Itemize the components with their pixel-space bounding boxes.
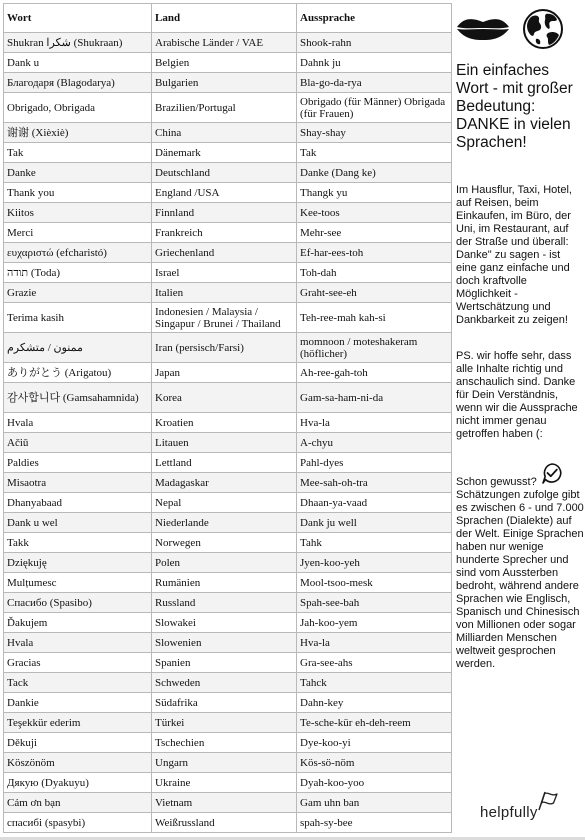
globe-icon xyxy=(522,8,564,50)
cell-country: Russland xyxy=(152,593,297,613)
table-row xyxy=(4,733,452,753)
header-country: Land xyxy=(152,4,297,33)
table-row xyxy=(4,773,452,793)
cell-word: Tak xyxy=(4,143,152,163)
cell-pronunciation: Teh-ree-mah kah-si xyxy=(297,303,452,333)
cell-country: Belgien xyxy=(152,53,297,73)
cell-word: Thank you xyxy=(4,183,152,203)
intro-paragraph: Im Hausflur, Taxi, Hotel, auf Reisen, beim Einkaufen, im Büro, der Uni, im Restaurant, auf der Straße und überall: Danke" zu sagen - ist eine ganz einfache und doch kraftvolle Möglichkeit - Wertschätzung und Dankbarkeit zu zeigen! xyxy=(456,184,572,326)
cell-pronunciation: Mee-sah-oh-tra xyxy=(297,473,452,493)
table-row xyxy=(4,163,452,183)
ps-paragraph: PS. wir hoffe sehr, dass alle Inhalte richtig und anschaulich sind. Danke für Dein Verständnis, wenn wir die Aussprache nicht immer genau getroffen haben (: xyxy=(456,350,578,440)
cell-country: Slowenien xyxy=(152,633,297,653)
table-body xyxy=(4,33,452,833)
table-row xyxy=(4,223,452,243)
cell-country: Litauen xyxy=(152,433,297,453)
cell-word: Ďakujem xyxy=(4,613,152,633)
cell-pronunciation: Jyen-koo-yeh xyxy=(297,553,452,573)
cell-pronunciation: Mehr-see xyxy=(297,223,452,243)
cell-word: Merci xyxy=(4,223,152,243)
table-row xyxy=(4,753,452,773)
info-sidebar xyxy=(454,0,585,840)
cell-country: Slowakei xyxy=(152,613,297,633)
table-row xyxy=(4,73,452,93)
table-row xyxy=(4,333,452,363)
cell-pronunciation: Jah-koo-yem xyxy=(297,613,452,633)
table-row xyxy=(4,413,452,433)
cell-word: ευχαριστώ (efcharistó) xyxy=(4,243,152,263)
table-row xyxy=(4,573,452,593)
cell-pronunciation: Bla-go-da-rya xyxy=(297,73,452,93)
cell-word: 谢谢 (Xièxiè) xyxy=(4,123,152,143)
cell-country: Lettland xyxy=(152,453,297,473)
cell-country: Spanien xyxy=(152,653,297,673)
table-row xyxy=(4,143,452,163)
header-word: Wort xyxy=(4,4,152,33)
table-row xyxy=(4,673,452,693)
cell-word: Misaotra xyxy=(4,473,152,493)
cell-word: Grazie xyxy=(4,283,152,303)
cell-country: Ukraine xyxy=(152,773,297,793)
table-row xyxy=(4,53,452,73)
cell-country: Südafrika xyxy=(152,693,297,713)
cell-word: Dhanyabaad xyxy=(4,493,152,513)
flag-icon xyxy=(536,790,560,812)
cell-pronunciation: Graht-see-eh xyxy=(297,283,452,303)
cell-country: Niederlande xyxy=(152,513,297,533)
cell-pronunciation: Shook-rahn xyxy=(297,33,452,53)
cell-word: Hvala xyxy=(4,413,152,433)
cell-word: Paldies xyxy=(4,453,152,473)
cell-pronunciation: Dank ju well xyxy=(297,513,452,533)
cell-country: Polen xyxy=(152,553,297,573)
table-row xyxy=(4,183,452,203)
cell-word: Ačiū xyxy=(4,433,152,453)
cell-country: Norwegen xyxy=(152,533,297,553)
table-row xyxy=(4,533,452,553)
table-row xyxy=(4,363,452,383)
table-row xyxy=(4,653,452,673)
cell-country: Arabische Länder / VAE xyxy=(152,33,297,53)
cell-pronunciation: Dahnk ju xyxy=(297,53,452,73)
cell-country: Israel xyxy=(152,263,297,283)
table-row xyxy=(4,33,452,53)
cell-pronunciation: Toh-dah xyxy=(297,263,452,283)
header-icons xyxy=(456,8,581,48)
table-row xyxy=(4,433,452,453)
cell-pronunciation: Tahk xyxy=(297,533,452,553)
table-row xyxy=(4,513,452,533)
cell-country: Japan xyxy=(152,363,297,383)
table-row xyxy=(4,713,452,733)
cell-word: Cảm ơn bạn xyxy=(4,793,152,813)
cell-country: Tschechien xyxy=(152,733,297,753)
cell-word: Kiitos xyxy=(4,203,152,223)
table-row xyxy=(4,693,452,713)
cell-country: Vietnam xyxy=(152,793,297,813)
cell-pronunciation: Dyah-koo-yoo xyxy=(297,773,452,793)
table-row xyxy=(4,243,452,263)
table-row xyxy=(4,303,452,333)
table-row xyxy=(4,473,452,493)
cell-pronunciation: Shay-shay xyxy=(297,123,452,143)
table-row xyxy=(4,93,452,123)
cell-word: Dank u xyxy=(4,53,152,73)
cell-pronunciation: Pahl-dyes xyxy=(297,453,452,473)
cell-word: Дякую (Dyakuyu) xyxy=(4,773,152,793)
cell-country: Iran (persisch/Farsi) xyxy=(152,333,297,363)
cell-pronunciation: Gam-sa-ham-ni-da xyxy=(297,383,452,413)
cell-word: Köszönöm xyxy=(4,753,152,773)
cell-pronunciation: Kee-toos xyxy=(297,203,452,223)
cell-country: Ungarn xyxy=(152,753,297,773)
cell-word: Terima kasih xyxy=(4,303,152,333)
cell-word: Спасибо (Spasibo) xyxy=(4,593,152,613)
cell-country: Nepal xyxy=(152,493,297,513)
cell-pronunciation: Gra-see-ahs xyxy=(297,653,452,673)
cell-country: Griechenland xyxy=(152,243,297,263)
cell-pronunciation: Hva-la xyxy=(297,413,452,433)
table-row xyxy=(4,283,452,303)
cell-pronunciation: Dye-koo-yi xyxy=(297,733,452,753)
cell-word: Dziękuję xyxy=(4,553,152,573)
cell-word: Dank u wel xyxy=(4,513,152,533)
table-row xyxy=(4,263,452,283)
cell-country: Schweden xyxy=(152,673,297,693)
cell-word: Dankie xyxy=(4,693,152,713)
cell-pronunciation: Te-sche-kür eh-deh-reem xyxy=(297,713,452,733)
cell-word: Hvala xyxy=(4,633,152,653)
table-row xyxy=(4,493,452,513)
cell-word: 감사합니다 (Gamsahamnida) xyxy=(4,383,152,413)
cell-word: ありがとう (Arigatou) xyxy=(4,363,152,383)
cell-pronunciation: Tak xyxy=(297,143,452,163)
cell-word: Shukran شكرا (Shukraan) xyxy=(4,33,152,53)
cell-word: Takk xyxy=(4,533,152,553)
cell-word: Gracias xyxy=(4,653,152,673)
table-header-row xyxy=(4,4,452,33)
cell-word: Tack xyxy=(4,673,152,693)
cell-country: Brazilien/Portugal xyxy=(152,93,297,123)
table-row xyxy=(4,613,452,633)
cell-pronunciation: Ef-har-ees-toh xyxy=(297,243,452,263)
cell-pronunciation: Spah-see-bah xyxy=(297,593,452,613)
cell-country: Bulgarien xyxy=(152,73,297,93)
cell-country: Deutschland xyxy=(152,163,297,183)
cell-country: Weißrussland xyxy=(152,813,297,833)
lips-icon xyxy=(456,16,510,40)
table-row xyxy=(4,203,452,223)
cell-country: England /USA xyxy=(152,183,297,203)
table-row xyxy=(4,793,452,813)
cell-country: Frankreich xyxy=(152,223,297,243)
brand-logo xyxy=(480,790,580,824)
cell-word: спасибі (spasybi) xyxy=(4,813,152,833)
cell-pronunciation: spah-sy-bee xyxy=(297,813,452,833)
table-row xyxy=(4,813,452,833)
cell-country: Indonesien / Malaysia / Singapur / Brunei / Thailand xyxy=(152,303,297,333)
cell-pronunciation: Mool-tsoo-mesk xyxy=(297,573,452,593)
headline: Ein einfaches Wort - mit großer Bedeutung: DANKE in vielen Sprachen! xyxy=(456,62,573,151)
table-row xyxy=(4,553,452,573)
fact-paragraph: Schon gewusst? Schätzungen zufolge gibt es zwischen 6 - und 7.000 Sprachen (Dialekte) auf der Welt. Einige Sprachen haben nur wenige hunderte Sprecher und sind vom Aussterben bedroht, während andere Sprachen wie Englisch, Spanisch und Chinesisch von Millionen oder sogar Milliarden Menschen weltweit gesprochen werden. xyxy=(456,476,584,670)
table-row xyxy=(4,593,452,613)
cell-word: Děkuji xyxy=(4,733,152,753)
cell-country: Dänemark xyxy=(152,143,297,163)
cell-pronunciation: Ah-ree-gah-toh xyxy=(297,363,452,383)
cell-word: Благодаря (Blagodarya) xyxy=(4,73,152,93)
cell-pronunciation: Dahn-key xyxy=(297,693,452,713)
cell-country: Rumänien xyxy=(152,573,297,593)
cell-country: Korea xyxy=(152,383,297,413)
cell-word: Danke xyxy=(4,163,152,183)
cell-pronunciation: Dhaan-ya-vaad xyxy=(297,493,452,513)
cell-pronunciation: A-chyu xyxy=(297,433,452,453)
cell-word: תודה (Toda) xyxy=(4,263,152,283)
cell-word: ممنون / متشکرم xyxy=(4,333,152,363)
cell-country: Kroatien xyxy=(152,413,297,433)
cell-country: Finnland xyxy=(152,203,297,223)
table-row xyxy=(4,453,452,473)
cell-country: Türkei xyxy=(152,713,297,733)
cell-pronunciation: Thangk yu xyxy=(297,183,452,203)
table-row xyxy=(4,123,452,143)
cell-word: Obrigado, Obrigada xyxy=(4,93,152,123)
cell-country: China xyxy=(152,123,297,143)
cell-country: Madagaskar xyxy=(152,473,297,493)
cell-pronunciation: Gam uhn ban xyxy=(297,793,452,813)
header-pronunciation: Aussprache xyxy=(297,4,452,33)
table-row xyxy=(4,383,452,413)
cell-word: Teşekkür ederim xyxy=(4,713,152,733)
cell-pronunciation: Kös-sö-nöm xyxy=(297,753,452,773)
cell-pronunciation: momnoon / moteshakeram (höflicher) xyxy=(297,333,452,363)
cell-country: Italien xyxy=(152,283,297,303)
brand-name: helpfully xyxy=(480,804,538,821)
cell-pronunciation: Hva-la xyxy=(297,633,452,653)
table-row xyxy=(4,633,452,653)
thank-you-table xyxy=(3,3,452,833)
cell-pronunciation: Danke (Dang ke) xyxy=(297,163,452,183)
cell-pronunciation: Obrigado (für Männer) Obrigada (für Frauen) xyxy=(297,93,452,123)
cell-word: Mulțumesc xyxy=(4,573,152,593)
cell-pronunciation: Tahck xyxy=(297,673,452,693)
